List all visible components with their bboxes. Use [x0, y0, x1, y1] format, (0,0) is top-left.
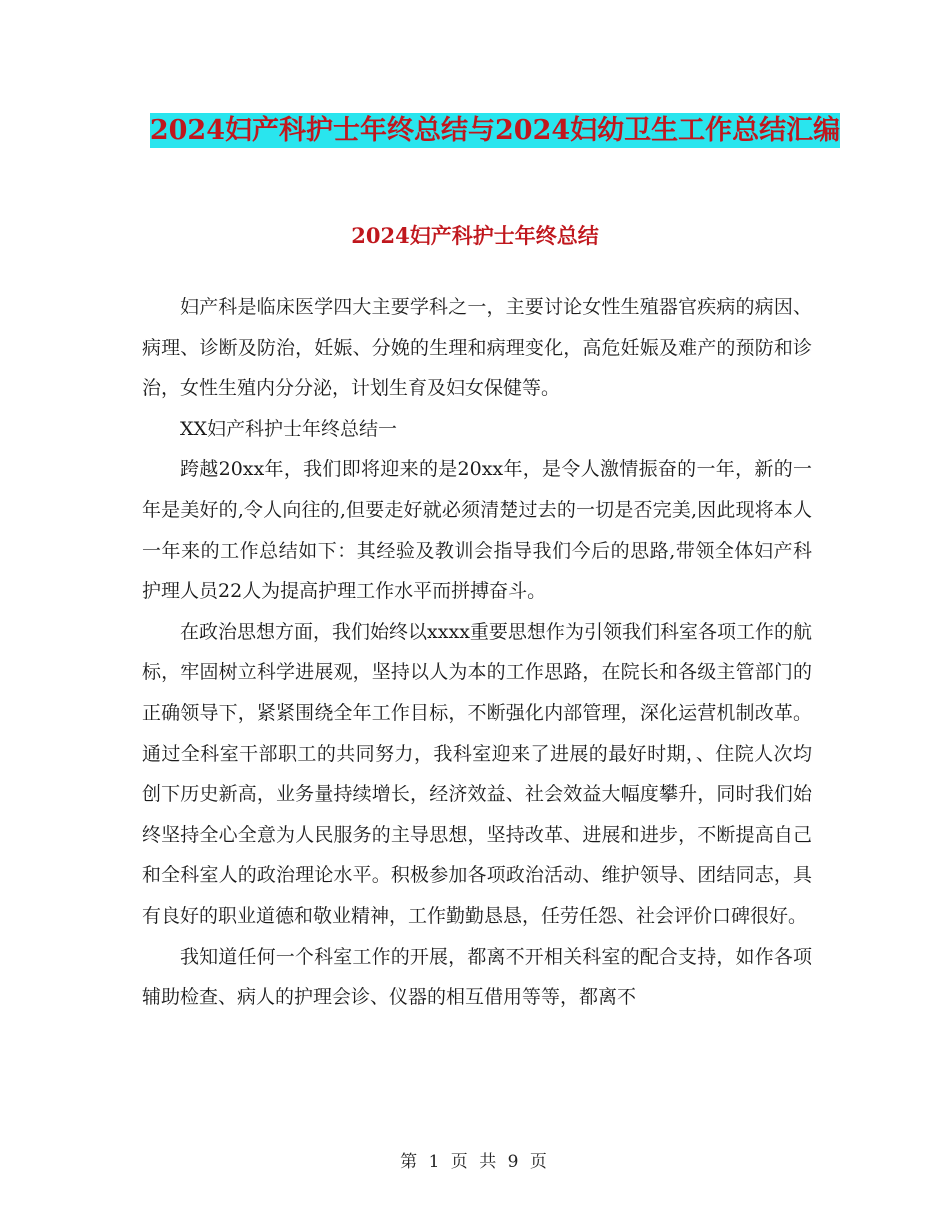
- paragraph-summary-overview: 跨越20xx年，我们即将迎来的是20xx年，是令人激情振奋的一年，新的一年是美好的,令人向往的,但要走好就必须清楚过去的一切是否完美,因此现将本人一年来的工作总结如下：其经验及教训会指导我们今后的思路,带领全体妇产科护理人员22人为提高护理工作水平而拼搏奋斗。: [142, 458, 812, 603]
- body-text: [142, 287, 812, 1018]
- page-footer: 第 1 页 共 9 页: [400, 1152, 550, 1172]
- paragraph-cooperation: 我知道任何一个科室工作的开展，都离不开相关科室的配合支持，如作各项辅助检查、病人的护理会诊、仪器的相互借用等等，都离不: [142, 945, 812, 1009]
- paragraph-intro: 妇产科是临床医学四大主要学科之一，主要讨论女性生殖器官疾病的病因、病理、诊断及防治，妊娠、分娩的生理和病理变化，高危妊娠及难产的预防和诊治，女性生殖内分分泌，计划生育及妇女保健等。: [142, 296, 812, 400]
- section-title: 2024妇产科护士年终总结: [351, 223, 599, 248]
- paragraph-political-thought: 在政治思想方面，我们始终以xxxx重要思想作为引领我们科室各项工作的航标，牢固树立科学进展观，坚持以人为本的工作思路，在院长和各级主管部门的正确领导下，紧紧围绕全年工作目标，不断强化内部管理，深化运营机制改革。通过全科室干部职工的共同努力，我科室迎来了进展的最好时期，、住院人次均创下历史新高，业务量持续增长，经济效益、社会效益大幅度攀升，同时我们始终坚持全心全意为人民服务的主导思想，坚持改革、进展和进步，不断提高自己和全科室人的政治理论水平。积极参加各项政治活动、维护领导、团结同志，具有良好的职业道德和敬业精神，工作勤勤恳恳，任劳任怨、社会评价口碑很好。: [142, 620, 812, 927]
- document-title: [140, 108, 850, 154]
- paragraph-heading-one: XX妇产科护士年终总结一: [180, 417, 398, 440]
- document-title-highlight: 2024妇产科护士年终总结与2024妇幼卫生工作总结汇编: [149, 115, 841, 146]
